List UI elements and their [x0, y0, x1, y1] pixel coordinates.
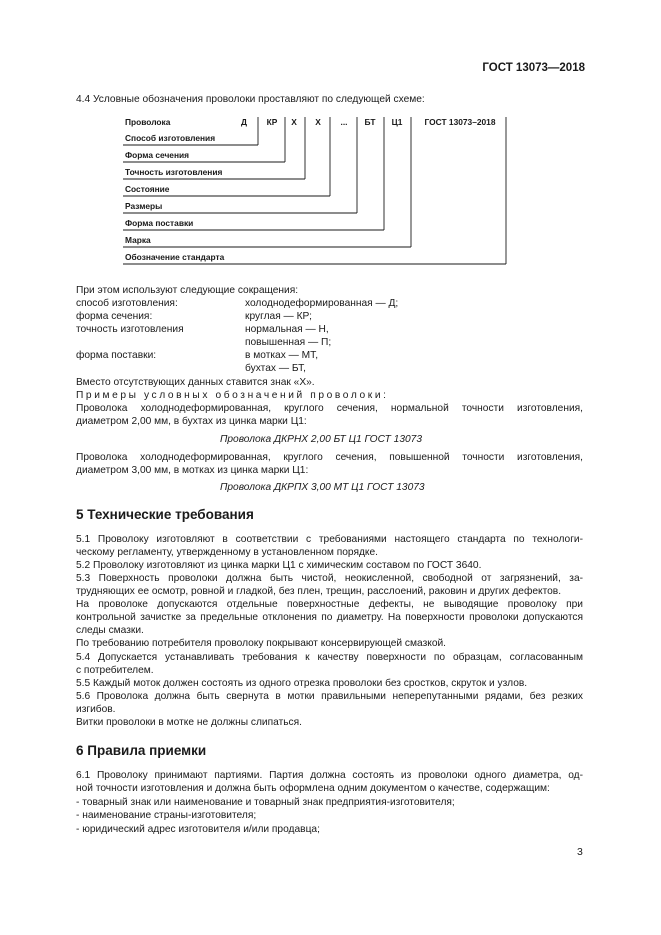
scheme-row-label: Марка: [125, 235, 151, 245]
abbr-value: холоднодеформированная — Д;: [245, 298, 399, 309]
scheme-row-label: Обозначение стандарта: [125, 252, 225, 262]
scheme-code: Х: [291, 117, 297, 127]
scheme-code: ...: [340, 117, 348, 127]
scheme-code: КР: [266, 117, 278, 127]
abbr-value: нормальная — Н,: [245, 324, 329, 335]
abbr-value: повышенная — П;: [245, 337, 332, 348]
standard-header: ГОСТ 13073—2018: [482, 62, 585, 74]
abbr-term: способ изготовления:: [76, 298, 178, 309]
abbr-value: в мотках — МТ,: [245, 350, 319, 361]
abbr-term: форма сечения:: [76, 311, 153, 322]
scheme-row-label: Состояние: [125, 184, 170, 194]
missing-data-note: Вместо отсутствующих данных ставится знак «Х».: [76, 377, 315, 388]
abbr-intro: При этом используют следующие сокращения:: [76, 285, 299, 296]
paragraph-5-6: 5.6 Проволока должна быть свернута в мотки правильными неперепутанными рядами, без резких: [76, 691, 583, 702]
page-number: 3: [577, 846, 583, 858]
examples-title: Примеры условных обозначений проволоки:: [76, 390, 389, 401]
example-1-text: диаметром 2,00 мм, в бухтах из цинка марки Ц1:: [76, 416, 307, 427]
section-6-heading: 6 Правила приемки: [76, 743, 207, 758]
paragraph-6-1: 6.1 Проволоку принимают партиями. Партия должна состоять из проволоки одного диаметра, од-: [76, 770, 583, 781]
paragraph-5-3-grease: По требованию потребителя проволоку покрывают консервирующей смазкой.: [76, 638, 447, 649]
paragraph-6-1: ной точности изготовления и должна быть оформлена одним документом о качестве, содержащим:: [76, 783, 550, 794]
scheme-top-label: Проволока: [125, 117, 171, 127]
scheme-code: Д: [241, 117, 247, 127]
abbr-term: точность изготовления: [76, 324, 184, 335]
example-1-code: Проволока ДКРНХ 2,00 БТ Ц1 ГОСТ 13073: [220, 434, 423, 445]
paragraph-5-6-coils: Витки проволоки в мотке не должны слипаться.: [76, 717, 302, 728]
example-2-text: диаметром 3,00 мм, в мотках из цинка марки Ц1:: [76, 465, 309, 476]
scheme-code: Ц1: [391, 117, 403, 127]
paragraph-5-5: 5.5 Каждый моток должен состоять из одного отрезка проволоки без сростков, скруток и узлов.: [76, 678, 528, 689]
scheme-code: БТ: [364, 117, 376, 127]
paragraph-5-1: ческому регламенту, утвержденному в установленном порядке.: [76, 547, 378, 558]
scheme-code: Х: [315, 117, 321, 127]
scheme-row-label: Форма поставки: [125, 218, 194, 228]
example-2-code: Проволока ДКРПХ 3,00 МТ Ц1 ГОСТ 13073: [220, 482, 425, 493]
paragraph-5-3-defects: контрольной зачистке за предельные отклонения по диаметру. На поверхности проволоки допускаются: [76, 612, 583, 623]
abbr-value: круглая — КР;: [245, 311, 312, 322]
scheme-row-label: Форма сечения: [125, 150, 190, 160]
scheme-code: ГОСТ 13073–2018: [424, 117, 496, 127]
section-4-4-intro: 4.4 Условные обозначения проволоки проставляют по следующей схеме:: [76, 94, 425, 105]
scheme-row-label: Способ изготовления: [125, 133, 216, 143]
scheme-row-label: Размеры: [125, 201, 163, 211]
abbr-term: форма поставки:: [76, 350, 157, 361]
paragraph-5-4: 5.4 Допускается устанавливать требования к качеству поверхности по образцам, согласованным: [76, 652, 583, 663]
list-item: - наименование страны-изготовителя;: [76, 810, 257, 821]
abbr-value: бухтах — БТ,: [245, 363, 306, 374]
scheme-row-label: Точность изготовления: [125, 167, 223, 177]
example-1-text: Проволока холоднодеформированная, круглого сечения, нормальной точности изготовления,: [76, 403, 583, 414]
paragraph-5-1: 5.1 Проволоку изготовляют в соответствии с требованиями настоящего стандарта по технологи-: [76, 534, 583, 545]
section-5-heading: 5 Технические требования: [76, 507, 254, 522]
paragraph-5-3: 5.3 Поверхность проволоки должна быть чистой, неокисленной, свободной от загрязнений, за-: [76, 573, 583, 584]
paragraph-5-3: трудняющих ее осмотр, ровной и гладкой, без плен, трещин, расслоений, раковин и других дефектов.: [76, 586, 562, 597]
list-item: - юридический адрес изготовителя и/или продавца;: [76, 824, 320, 835]
paragraph-5-6: изгибов.: [76, 704, 116, 715]
example-2-text: Проволока холоднодеформированная, круглого сечения, повышенной точности изготовления,: [76, 452, 583, 463]
paragraph-5-3-defects: На проволоке допускаются отдельные поверхностные дефекты, не выводящие проволоку при: [76, 599, 583, 610]
paragraph-5-4: с потребителем.: [76, 665, 154, 676]
list-item: - товарный знак или наименование и товарный знак предприятия-изготовителя;: [76, 797, 455, 808]
paragraph-5-2: 5.2 Проволоку изготовляют из цинка марки Ц1 с химическим составом по ГОСТ 3640.: [76, 560, 482, 571]
paragraph-5-3-defects: следы смазки.: [76, 625, 144, 636]
